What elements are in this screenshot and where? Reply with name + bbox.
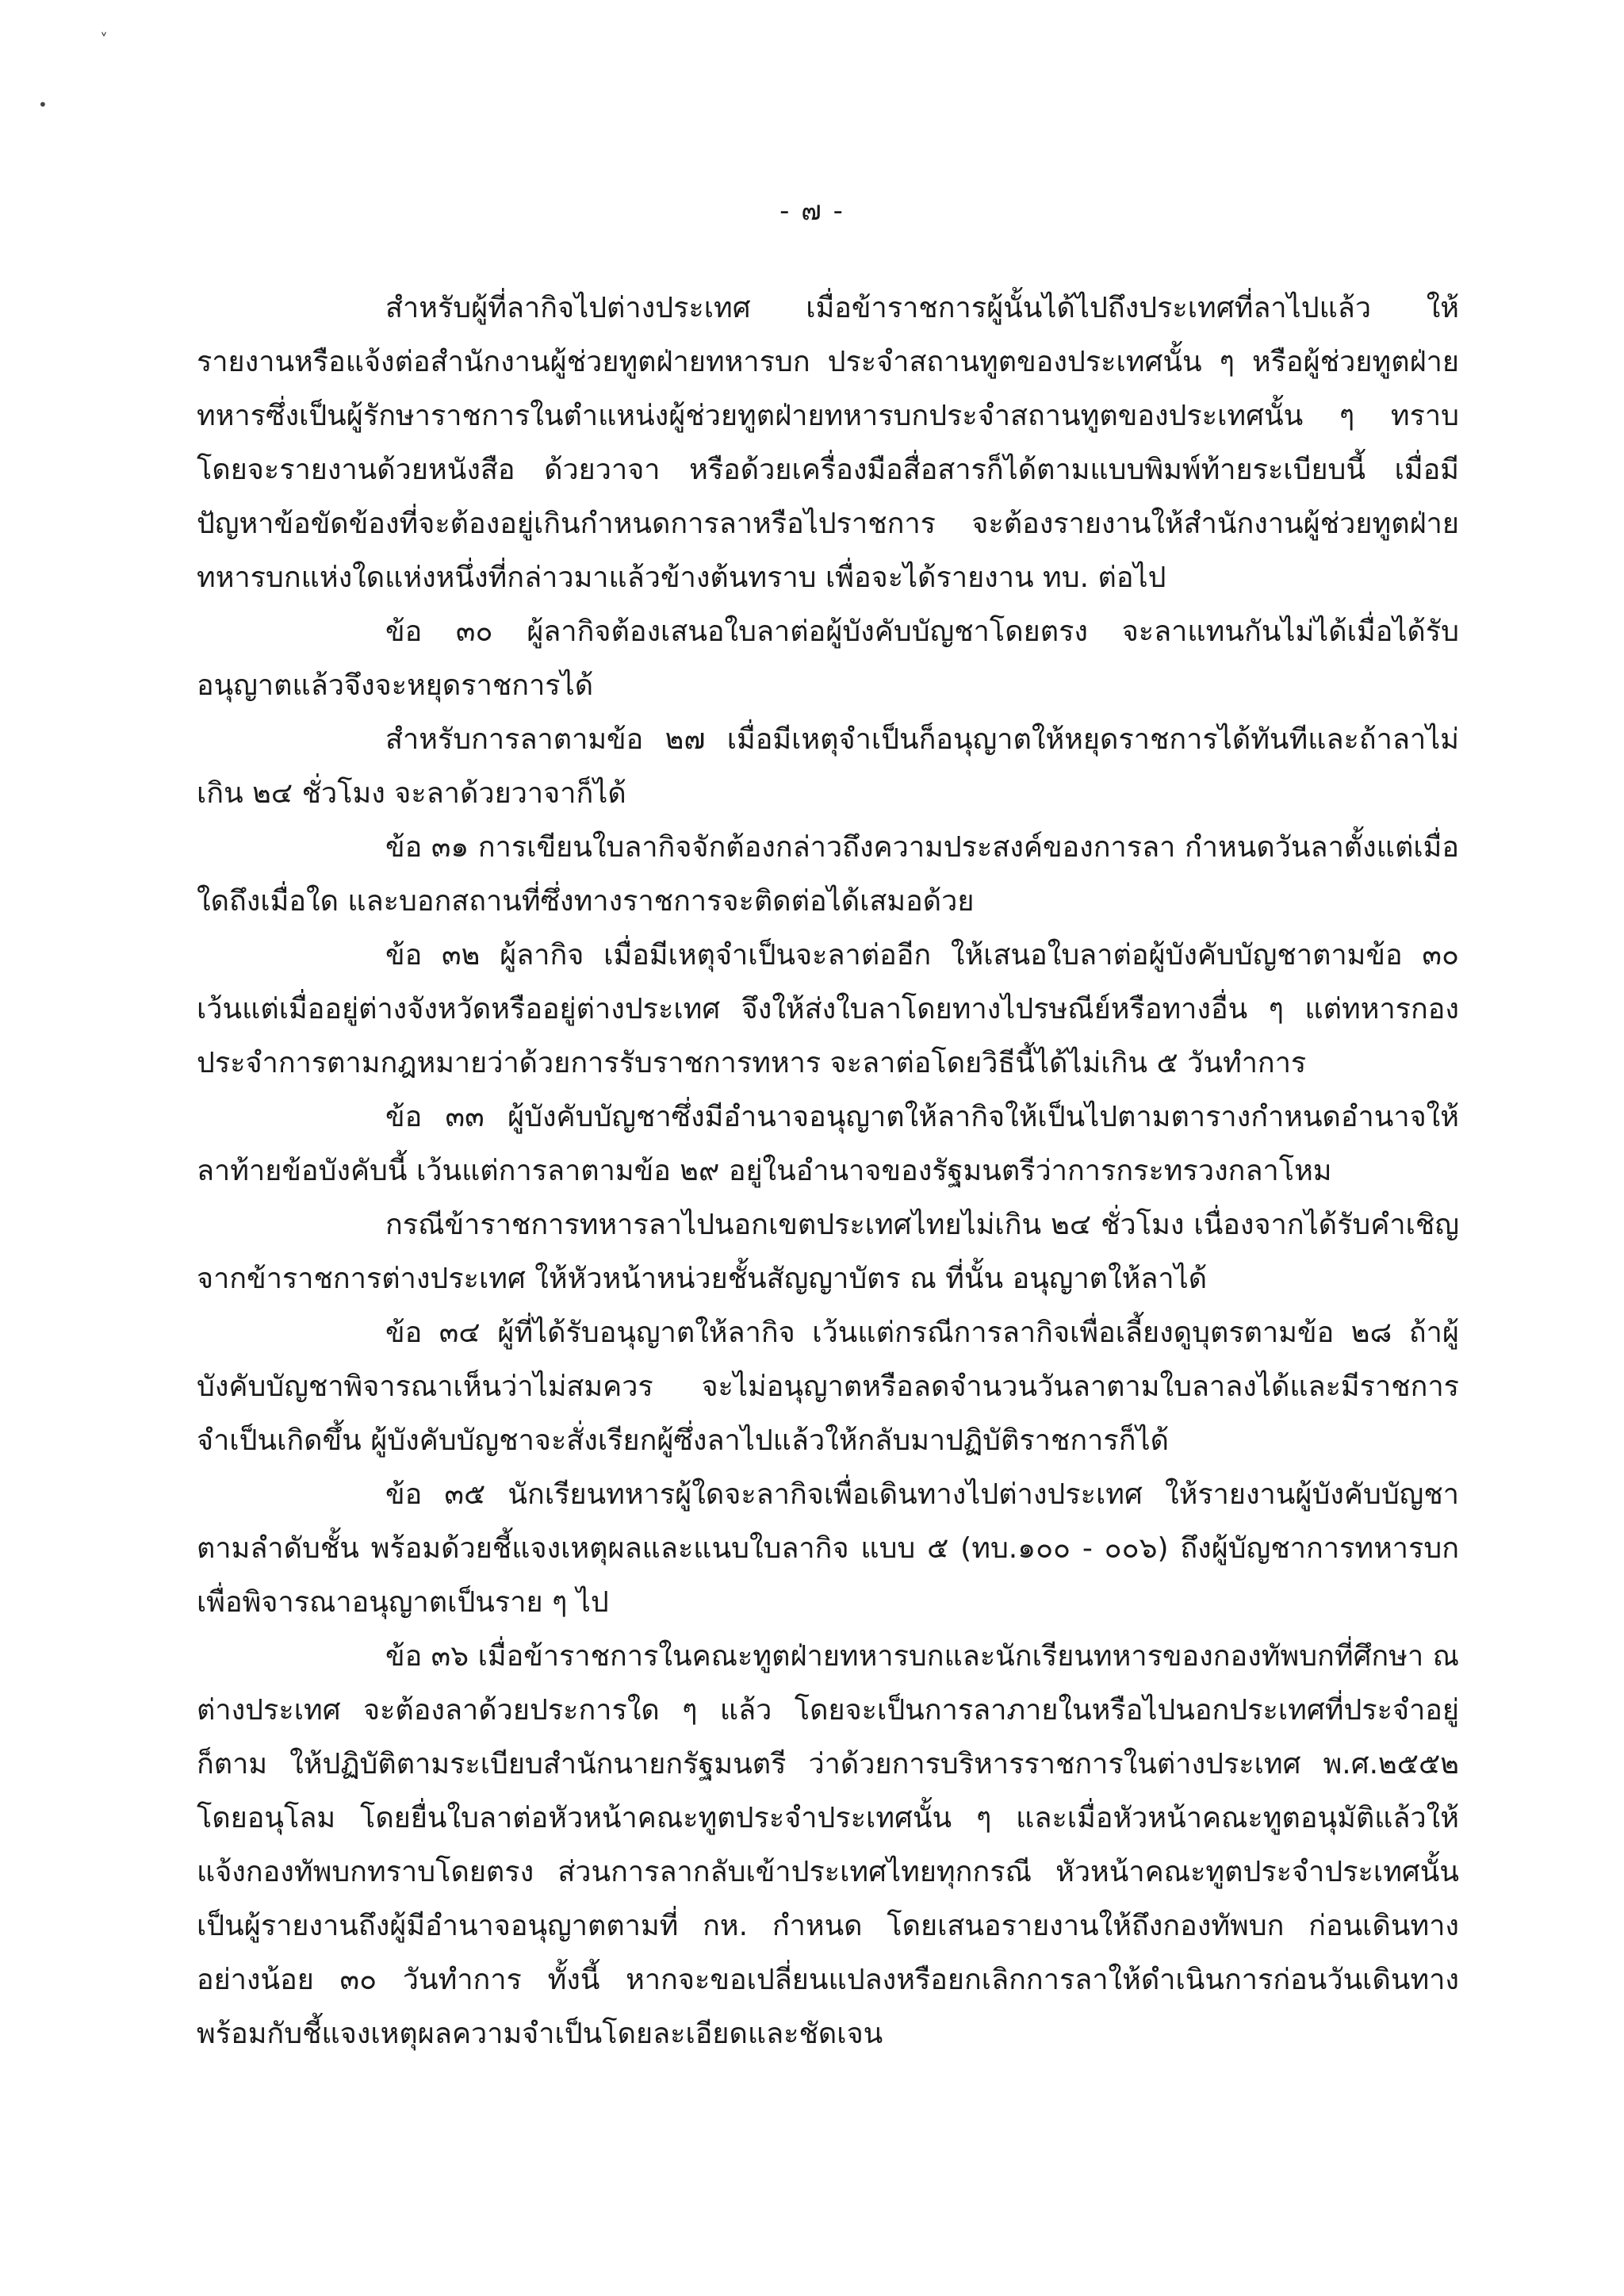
paragraph: สำหรับการลาตามข้อ ๒๗ เมื่อมีเหตุจำเป็นก็อนุญาตให้หยุดราชการได้ทันทีและถ้าลาไม่เกิน ๒๔ ชั่วโมง จะลาด้วยวาจาก็ได้ bbox=[197, 723, 1459, 810]
paragraph: ข้อ ๓๖ เมื่อข้าราชการในคณะทูตฝ่ายทหารบกและนักเรียนทหารของกองทัพบกที่ศึกษา ณ ต่างประเทศ จะต้องลาด้วยประการใด ๆ แล้ว โดยจะเป็นการลาภายในหรือไปนอกประเทศที่ประจำอยู่ก็ตาม ให้ปฏิบัติตามระเบียบสำนักนายกรัฐมนตรี ว่าด้วยการบริหารราชการในต่างประเทศ พ.ศ.๒๕๕๒ โดยอนุโลม โดยยื่นใบลาต่อหัวหน้าคณะทูตประจำประเทศนั้น ๆ และเมื่อหัวหน้าคณะทูตอนุมัติแล้วให้แจ้งกองทัพบกทราบโดยตรง ส่วนการลากลับเข้าประเทศไทยทุกกรณี หัวหน้าคณะทูตประจำประเทศนั้นเป็นผู้รายงานถึงผู้มีอำนาจอนุญาตตามที่ กห. กำหนด โดยเสนอรายงานให้ถึงกองทัพบก ก่อนเดินทางอย่างน้อย ๓๐ วันทำการ ทั้งนี้ หากจะขอเปลี่ยนแปลงหรือยกเลิกการลาให้ดำเนินการก่อนวันเดินทาง พร้อมกับชี้แจงเหตุผลความจำเป็นโดยละเอียดและชัดเจน bbox=[197, 1640, 1460, 2050]
paragraph: ข้อ ๓๓ ผู้บังคับบัญชาซึ่งมีอำนาจอนุญาตให้ลากิจให้เป็นไปตามตารางกำหนดอำนาจให้ลาท้ายข้อบังคับนี้ เว้นแต่การลาตามข้อ ๒๙ อยู่ในอำนาจของรัฐมนตรีว่าการกระทรวงกลาโหม bbox=[197, 1101, 1459, 1187]
paragraph: ข้อ ๓๐ ผู้ลากิจต้องเสนอใบลาต่อผู้บังคับบัญชาโดยตรง จะลาแทนกันไม่ได้เมื่อได้รับอนุญาตแล้วจึงจะหยุดราชการได้ bbox=[197, 615, 1459, 702]
paragraph: สำหรับผู้ที่ลากิจไปต่างประเทศ เมื่อข้าราชการผู้นั้นได้ไปถึงประเทศที่ลาไปแล้ว ให้รายงานหรือแจ้งต่อสำนักงานผู้ช่วยทูตฝ่ายทหารบก ประจำสถานทูตของประเทศนั้น ๆ หรือผู้ช่วยทูตฝ่ายทหารซึ่งเป็นผู้รักษาราชการในตำแหน่งผู้ช่วยทูตฝ่ายทหารบกประจำสถานทูตของประเทศนั้น ๆ ทราบ โดยจะรายงานด้วยหนังสือ ด้วยวาจา หรือด้วยเครื่องมือสื่อสารก็ได้ตามแบบพิมพ์ท้ายระเบียบนี้ เมื่อมีปัญหาข้อขัดข้องที่จะต้องอยู่เกินกำหนดการลาหรือไปราชการ จะต้องรายงานให้สำนักงานผู้ช่วยทูตฝ่ายทหารบกแห่งใดแห่งหนึ่งที่กล่าวมาแล้วข้างต้นทราบ เพื่อจะได้รายงาน ทบ. ต่อไป bbox=[197, 292, 1459, 594]
document-body bbox=[197, 282, 1459, 2061]
scan-mark: ˅ bbox=[100, 30, 108, 49]
paragraph: ข้อ ๓๑ การเขียนใบลากิจจักต้องกล่าวถึงความประสงค์ของการลา กำหนดวันลาตั้งแต่เมื่อใดถึงเมื่อใด และบอกสถานที่ซึ่งทางราชการจะติดต่อได้เสมอด้วย bbox=[197, 831, 1459, 918]
paragraph: ข้อ ๓๔ ผู้ที่ได้รับอนุญาตให้ลากิจ เว้นแต่กรณีการลากิจเพื่อเลี้ยงดูบุตรตามข้อ ๒๘ ถ้าผู้บังคับบัญชาพิจารณาเห็นว่าไม่สมควร จะไม่อนุญาตหรือลดจำนวนวันลาตามใบลาลงได้และมีราชการจำเป็นเกิดขึ้น ผู้บังคับบัญชาจะสั่งเรียกผู้ซึ่งลาไปแล้วให้กลับมาปฏิบัติราชการก็ได้ bbox=[197, 1317, 1459, 1457]
paragraph: ข้อ ๓๕ นักเรียนทหารผู้ใดจะลากิจเพื่อเดินทางไปต่างประเทศ ให้รายงานผู้บังคับบัญชาตามลำดับชั้น พร้อมด้วยชี้แจงเหตุผลและแนบใบลากิจ แบบ ๕ (ทบ.๑๐๐ - ๐๐๖) ถึงผู้บัญชาการทหารบกเพื่อพิจารณาอนุญาตเป็นราย ๆ ไป bbox=[197, 1478, 1459, 1619]
paragraph: ข้อ ๓๒ ผู้ลากิจ เมื่อมีเหตุจำเป็นจะลาต่ออีก ให้เสนอใบลาต่อผู้บังคับบัญชาตามข้อ ๓๐ เว้นแต่เมื่ออยู่ต่างจังหวัดหรืออยู่ต่างประเทศ จึงให้ส่งใบลาโดยทางไปรษณีย์หรือทางอื่น ๆ แต่ทหารกองประจำการตามกฎหมายว่าด้วยการรับราชการทหาร จะลาต่อโดยวิธีนี้ได้ไม่เกิน ๕ วันทำการ bbox=[197, 939, 1459, 1079]
paragraph: กรณีข้าราชการทหารลาไปนอกเขตประเทศไทยไม่เกิน ๒๔ ชั่วโมง เนื่องจากได้รับคำเชิญจากข้าราชการต่างประเทศ ให้หัวหน้าหน่วยชั้นสัญญาบัตร ณ ที่นั้น อนุญาตให้ลาได้ bbox=[197, 1209, 1459, 1295]
page-number: - ๗ - bbox=[779, 195, 845, 227]
scan-mark: • bbox=[38, 95, 48, 114]
